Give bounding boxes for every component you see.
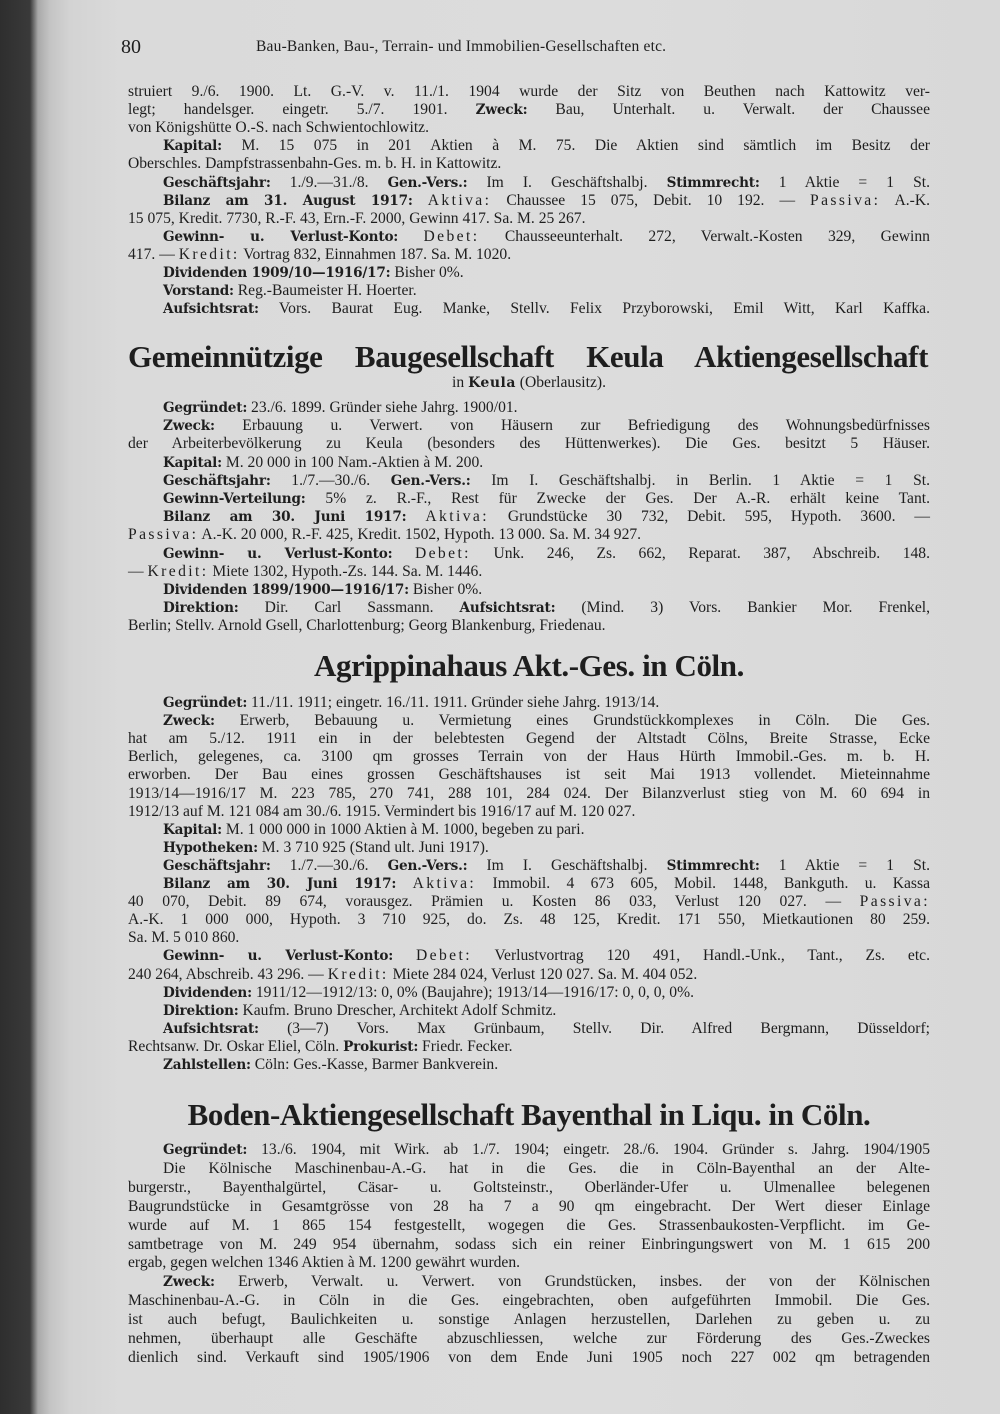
field-label: Gewinn- u. Verlust-Konto: bbox=[163, 545, 393, 562]
field-label: Gegründet: bbox=[163, 400, 248, 416]
text-run: Miete 284 024, Verlust 120 027. Sa. M. 404 052. bbox=[388, 965, 698, 983]
text-run: dienlich sind. Verkauft sind 1905/1906 von dem Ende Juni 1905 noch 227 002 qm betragenden bbox=[128, 1348, 930, 1366]
field-label: Aufsichtsrat: bbox=[163, 301, 259, 318]
text-line bbox=[163, 857, 930, 875]
text-run: 240 264, Abschreib. 43 296. — bbox=[128, 965, 328, 983]
text-run: Chaussee 15 075, Debit. 10 192. — bbox=[491, 191, 811, 209]
text-line bbox=[163, 472, 930, 490]
spaced-label: Kredit: bbox=[327, 965, 389, 983]
field-label: Gewinn- u. Verlust-Konto: bbox=[163, 228, 399, 245]
text-run: 1911/12—1912/13: 0, 0% (Baujahre); 1913/14—1916/17: 0, 0, 0, 0%. bbox=[251, 983, 694, 1001]
text-line bbox=[128, 1292, 930, 1310]
text-line bbox=[128, 1198, 930, 1216]
text-line bbox=[163, 300, 930, 318]
text-run: 1./7.—30./6. bbox=[270, 471, 391, 489]
text-line bbox=[128, 119, 930, 137]
field-label: Gewinn- u. Verlust-Konto: bbox=[163, 948, 394, 965]
text-line bbox=[128, 155, 930, 173]
text-line bbox=[128, 785, 930, 803]
field-label: Vorstand: bbox=[163, 283, 234, 300]
text-run: Bau, Unterhalt. u. Verwalt. der Chaussee bbox=[527, 101, 930, 119]
text-run: erworben. Der Bau eines grossen Geschäftshauses ist seit Mai 1913 vollendet. Mieteinnahme bbox=[128, 766, 930, 784]
text-line bbox=[128, 1236, 930, 1254]
text-line bbox=[163, 821, 930, 839]
section-subtitle bbox=[128, 374, 930, 392]
text-run: A.-K. 20 000, R.-F. 425, Kredit. 1502, Hypoth. 13 000. Sa. M. 34 927. bbox=[198, 526, 642, 544]
field-label: Geschäftsjahr: bbox=[163, 174, 271, 191]
text-run: — bbox=[128, 562, 148, 580]
text-run: (Mind. 3) Vors. Bankier Mor. Frenkel, bbox=[555, 599, 930, 617]
field-label: Zweck: bbox=[163, 713, 215, 730]
text-run: Friedr. Fecker. bbox=[418, 1037, 513, 1055]
spaced-label: Kredit: bbox=[147, 562, 209, 580]
text-run: Erwerb, Verwalt. u. Verwert. von Grundstücken, insbes. der von der Kölnischen bbox=[214, 1273, 930, 1291]
spaced-label: Debet: bbox=[415, 947, 472, 965]
field-label: Zweck: bbox=[163, 418, 215, 435]
text-run: 15 075, Kredit. 7730, R.-F. 43, Ern.-F. 2000, Gewinn 417. Sa. M. 25 267. bbox=[128, 209, 586, 227]
text-run: Berlich, gelegenes, ca. 3100 qm grosses Terrain von der Haus Hürth Immobil.-Ges. m. b. H. bbox=[128, 748, 930, 766]
text-line bbox=[128, 83, 930, 101]
field-label: Hypotheken: bbox=[163, 839, 258, 856]
text-line bbox=[163, 490, 930, 508]
running-title: Bau-Banken, Bau-, Terrain- und Immobilien-Gesellschaften etc. bbox=[256, 38, 667, 55]
subtitle-post: (Oberlausitz). bbox=[515, 374, 606, 391]
field-label: Geschäftsjahr: bbox=[163, 472, 271, 489]
field-label: Kapital: bbox=[163, 821, 222, 838]
text-run bbox=[413, 192, 428, 209]
text-line bbox=[163, 1141, 930, 1159]
text-line bbox=[128, 929, 930, 947]
text-run: A.-K. bbox=[880, 191, 930, 209]
text-run: M. 20 000 in 100 Nam.-Aktien à M. 200. bbox=[221, 453, 484, 471]
text-run bbox=[406, 508, 425, 525]
field-label: Kapital: bbox=[163, 454, 222, 471]
text-run: Rechtsanw. Dr. Oskar Eliel, Cöln. bbox=[128, 1037, 344, 1055]
field-label: Dividenden: bbox=[163, 984, 252, 1001]
text-line bbox=[128, 893, 930, 911]
field-label: Gen.-Vers.: bbox=[390, 472, 471, 489]
text-line bbox=[163, 264, 930, 282]
field-label: Stimmrecht: bbox=[666, 857, 760, 874]
text-run bbox=[393, 947, 416, 964]
text-run: Im I. Geschäftshalbj. bbox=[467, 856, 667, 874]
text-run: 11./11. 1911; eingetr. 16./11. 1911. Gründer siehe Jahrg. 1913/14. bbox=[247, 694, 660, 711]
text-run: 417. — bbox=[128, 245, 179, 263]
text-line bbox=[163, 399, 930, 417]
spaced-label: Aktiva: bbox=[427, 191, 492, 209]
text-run: (3—7) Vors. Max Grünbaum, Stellv. Dir. Alfred Bergmann, Düsseldorf; bbox=[258, 1019, 930, 1037]
text-line bbox=[163, 174, 930, 192]
field-label: Gegründet: bbox=[163, 1142, 248, 1158]
page-number: 80 bbox=[121, 36, 141, 58]
text-run: Grundstücke 30 732, Debit. 595, Hypoth. 3600. — bbox=[488, 508, 930, 526]
text-run: Oberschles. Dampfstrassenbahn-Ges. m. b. H. in Kattowitz. bbox=[128, 155, 502, 173]
text-line bbox=[163, 1020, 930, 1038]
field-label: Aufsichtsrat: bbox=[163, 1020, 259, 1037]
text-run: wurde auf M. 1 865 154 festgestellt, wogegen die Ges. Strassenbaukosten-Verpflicht. im Ge- bbox=[128, 1216, 930, 1234]
text-run: 1 Aktie = 1 St. bbox=[759, 856, 930, 874]
field-label: Prokurist: bbox=[343, 1038, 419, 1055]
text-line bbox=[163, 1056, 930, 1074]
text-run: Bisher 0%. bbox=[390, 264, 464, 281]
field-label: Zweck: bbox=[163, 1274, 215, 1291]
text-line bbox=[163, 712, 930, 730]
text-run: Cöln: Ges.-Kasse, Barmer Bankverein. bbox=[250, 1056, 499, 1073]
text-run: 1./9.—31./8. bbox=[270, 173, 388, 191]
text-run: Vortrag 832, Einnahmen 187. Sa. M. 1020. bbox=[239, 245, 512, 263]
text-run: Vors. Baurat Eug. Manke, Stellv. Felix Przyborowski, Emil Witt, Karl Kaffka. bbox=[258, 300, 930, 318]
text-run: Unk. 246, Zs. 662, Reparat. 387, Abschreib. 148. bbox=[470, 544, 930, 562]
text-line bbox=[128, 526, 930, 544]
text-run: 13./6. 1904, mit Wirk. ab 1./7. 1904; eingetr. 28./6. 1904. Gründer s. Jahrg. 1904/1905 bbox=[247, 1141, 930, 1158]
text-run: 1913/14—1916/17 M. 223 785, 270 741, 288 101, 284 024. Der Bilanzverlust stieg von M. 60 694 in bbox=[128, 784, 930, 802]
text-run: Kaufm. Bruno Drescher, Architekt Adolf Schmitz. bbox=[238, 1001, 557, 1019]
text-run: hat am 5./12. 1911 ein in der belebtesten Gegend der Altstadt Cölns, Breite Strasse, Ecke bbox=[128, 730, 930, 748]
text-line bbox=[163, 417, 930, 435]
spaced-label: Kredit: bbox=[178, 245, 240, 263]
field-label: Gegründet: bbox=[163, 695, 248, 711]
text-run: Verlustvortrag 120 491, Handl.-Unk., Tant., Zs. etc. bbox=[471, 947, 930, 965]
section-title: Gemeinnützige Baugesellschaft Keula Aktiengesellschaft bbox=[128, 339, 928, 374]
text-line bbox=[163, 581, 930, 599]
text-line bbox=[163, 599, 930, 617]
text-run: Sa. M. 5 010 860. bbox=[128, 929, 240, 947]
text-run: M. 1 000 000 in 1000 Aktien à M. 1000, begeben zu pari. bbox=[221, 820, 585, 838]
text-run: Die Kölnische Maschinenbau-A.-G. hat in die Ges. die in Cöln-Bayenthal an der Alte- bbox=[163, 1159, 930, 1177]
field-label: Gen.-Vers.: bbox=[387, 174, 468, 191]
text-run: M. 3 710 925 (Stand ult. Juni 1917). bbox=[257, 838, 489, 856]
text-line bbox=[163, 875, 930, 893]
text-line bbox=[128, 1179, 930, 1197]
text-line bbox=[163, 839, 930, 857]
text-line bbox=[163, 137, 930, 155]
spaced-label: Debet: bbox=[414, 544, 471, 562]
text-line bbox=[128, 563, 930, 581]
text-run: 5% z. R.-F., Rest für Zwecke der Ges. Der A.-R. erhält keine Tant. bbox=[305, 490, 930, 507]
spaced-label: Debet: bbox=[423, 227, 480, 245]
text-run: ist auch befugt, Baulichkeiten u. sonstige Anlagen herzustellen, Darlehen zu geben u. zu bbox=[128, 1311, 930, 1329]
text-run: burgerstr., Bayenthalgürtel, Cäsar- u. Goltsteinstr., Oberländer-Ufer u. Ulmenallee belegenen bbox=[128, 1178, 930, 1196]
spaced-label: Passiva: bbox=[128, 526, 199, 544]
text-run: ergab, gegen welchen 1346 Aktien à M. 1200 gewährt wurden. bbox=[128, 1254, 521, 1272]
field-label: Bilanz am 30. Juni 1917: bbox=[163, 509, 407, 526]
text-line bbox=[128, 101, 930, 119]
section-title: Agrippinahaus Akt.-Ges. in Cöln. bbox=[314, 648, 744, 683]
field-label: Gewinn-Verteilung: bbox=[163, 491, 306, 507]
text-line bbox=[163, 228, 930, 246]
text-line bbox=[163, 1273, 930, 1291]
text-run: Berlin; Stellv. Arnold Gsell, Charlottenburg; Georg Blankenburg, Friedenau. bbox=[128, 617, 606, 635]
spaced-label: Aktiva: bbox=[412, 875, 477, 892]
text-run: der Arbeiterbevölkerung zu Keula (besonders des Hüttenwerkes). Die Ges. besitzt 5 Häuser. bbox=[128, 435, 930, 453]
text-run: 23./6. 1899. Gründer siehe Jahrg. 1900/01. bbox=[247, 399, 518, 416]
field-label: Aufsichtsrat: bbox=[459, 600, 556, 617]
text-line bbox=[128, 1311, 930, 1329]
text-run: Bisher 0%. bbox=[408, 581, 483, 598]
text-line bbox=[128, 911, 930, 929]
text-line bbox=[128, 766, 930, 784]
text-run: A.-K. 1 000 000, Hypoth. 3 710 925, do. Zs. 48 125, Kredit. 171 550, Mietkautionen 80 259. bbox=[128, 911, 930, 929]
text-run: Im I. Geschäftshalbj. in Berlin. 1 Aktie = 1 St. bbox=[470, 471, 930, 489]
text-line bbox=[128, 210, 930, 228]
text-line bbox=[128, 435, 930, 453]
text-line bbox=[128, 1217, 930, 1235]
text-run bbox=[396, 875, 412, 892]
field-label: Dividenden 1909/10—1916/17: bbox=[163, 265, 391, 281]
text-line bbox=[163, 984, 930, 1002]
field-label: Stimmrecht: bbox=[666, 174, 760, 191]
text-line bbox=[128, 617, 930, 635]
text-run: Chausseeunterhalt. 272, Verwalt.-Kosten 329, Gewinn bbox=[479, 227, 930, 245]
text-line bbox=[128, 1038, 930, 1056]
field-label: Geschäftsjahr: bbox=[163, 857, 271, 874]
text-line bbox=[128, 748, 930, 766]
text-line bbox=[163, 1160, 930, 1178]
text-line bbox=[163, 282, 930, 300]
text-run: von Königshütte O.-S. nach Schwientochlowitz. bbox=[128, 119, 430, 137]
text-line bbox=[128, 1254, 930, 1272]
text-run: Miete 1302, Hypoth.-Zs. 144. Sa. M. 1446. bbox=[208, 562, 483, 580]
text-line bbox=[163, 694, 930, 712]
spaced-label: Passiva: bbox=[859, 893, 930, 911]
field-label: Direktion: bbox=[163, 600, 239, 617]
text-run: Baugrundstücke in Gesamtgrösse von 28 ha 7 a 90 qm eingebracht. Der Wert dieser Einlage bbox=[128, 1197, 930, 1215]
text-line bbox=[128, 966, 930, 984]
text-run: 1./7.—30./6. bbox=[270, 856, 388, 874]
text-run: 1 Aktie = 1 St. bbox=[759, 173, 930, 191]
text-run: 1912/13 auf M. 121 084 am 30./6. 1915. Vermindert bis 1916/17 auf M. 120 027. bbox=[128, 802, 636, 820]
text-run: struiert 9./6. 1900. Lt. G.-V. v. 11./1. 1904 wurde der Sitz von Beuthen nach Kattowitz ver- bbox=[128, 83, 930, 100]
text-run: Erbauung u. Verwert. von Häusern zur Befriedigung des Wohnungsbedürfnisses bbox=[214, 417, 930, 435]
text-run: legt; handelsger. eingetr. 5./7. 1901. bbox=[128, 101, 476, 119]
text-line bbox=[163, 454, 930, 472]
text-run: Immobil. 4 673 605, Mobil. 1448, Bankguth. u. Kassa bbox=[476, 875, 930, 892]
text-line bbox=[128, 730, 930, 748]
text-run: M. 15 075 in 201 Aktien à M. 75. Die Aktien sind sämtlich im Besitz der bbox=[221, 137, 930, 155]
field-label: Gen.-Vers.: bbox=[387, 857, 468, 874]
field-label: Zweck: bbox=[475, 102, 528, 119]
text-run: samtbetrage von M. 249 954 übernahm, sodass sich ein reiner Einbringungswert von M. 1 615 200 bbox=[128, 1235, 930, 1253]
text-line bbox=[163, 508, 930, 526]
field-label: Bilanz am 31. August 1917: bbox=[163, 192, 413, 209]
field-label: Direktion: bbox=[163, 1002, 239, 1019]
text-line bbox=[128, 246, 930, 264]
field-label: Kapital: bbox=[163, 138, 222, 155]
text-run: Dir. Carl Sassmann. bbox=[238, 599, 460, 617]
subtitle-place: Keula bbox=[468, 375, 516, 391]
text-line bbox=[163, 545, 930, 563]
text-line bbox=[128, 1330, 930, 1348]
text-line bbox=[163, 192, 930, 210]
text-run: nehmen, überhaupt alle Geschäfte abzuschliessen, welche zur Förderung des Ges.-Zweckes bbox=[128, 1330, 930, 1347]
text-run: 40 070, Debit. 89 674, vorausgez. Prämien u. Kosten 86 033, Verlust 120 027. — bbox=[128, 893, 860, 911]
text-line bbox=[128, 803, 930, 821]
text-run bbox=[398, 228, 423, 245]
spaced-label: Passiva: bbox=[810, 191, 881, 209]
text-run bbox=[392, 545, 415, 562]
text-line bbox=[128, 1349, 930, 1367]
field-label: Bilanz am 30. Juni 1917: bbox=[163, 876, 397, 892]
section-title: Boden-Aktiengesellschaft Bayenthal in Liqu. in Cöln. bbox=[187, 1097, 871, 1132]
field-label: Dividenden 1899/1900—1916/17: bbox=[163, 582, 409, 598]
text-run: Im I. Geschäftshalbj. bbox=[467, 173, 667, 191]
spaced-label: Aktiva: bbox=[425, 508, 489, 526]
text-line bbox=[163, 947, 930, 965]
field-label: Zahlstellen: bbox=[163, 1057, 251, 1073]
text-line bbox=[163, 1002, 930, 1020]
text-run: Reg.-Baumeister H. Hoerter. bbox=[233, 282, 417, 300]
subtitle-pre: in bbox=[452, 374, 469, 391]
text-run: Maschinenbau-A.-G. in Cöln in die Ges. eingebrachten, oben aufgeführten Immobil. Die Ges. bbox=[128, 1292, 930, 1310]
text-run: Erwerb, Bebauung u. Vermietung eines Grundstückkomplexes in Cöln. Die Ges. bbox=[214, 712, 930, 730]
